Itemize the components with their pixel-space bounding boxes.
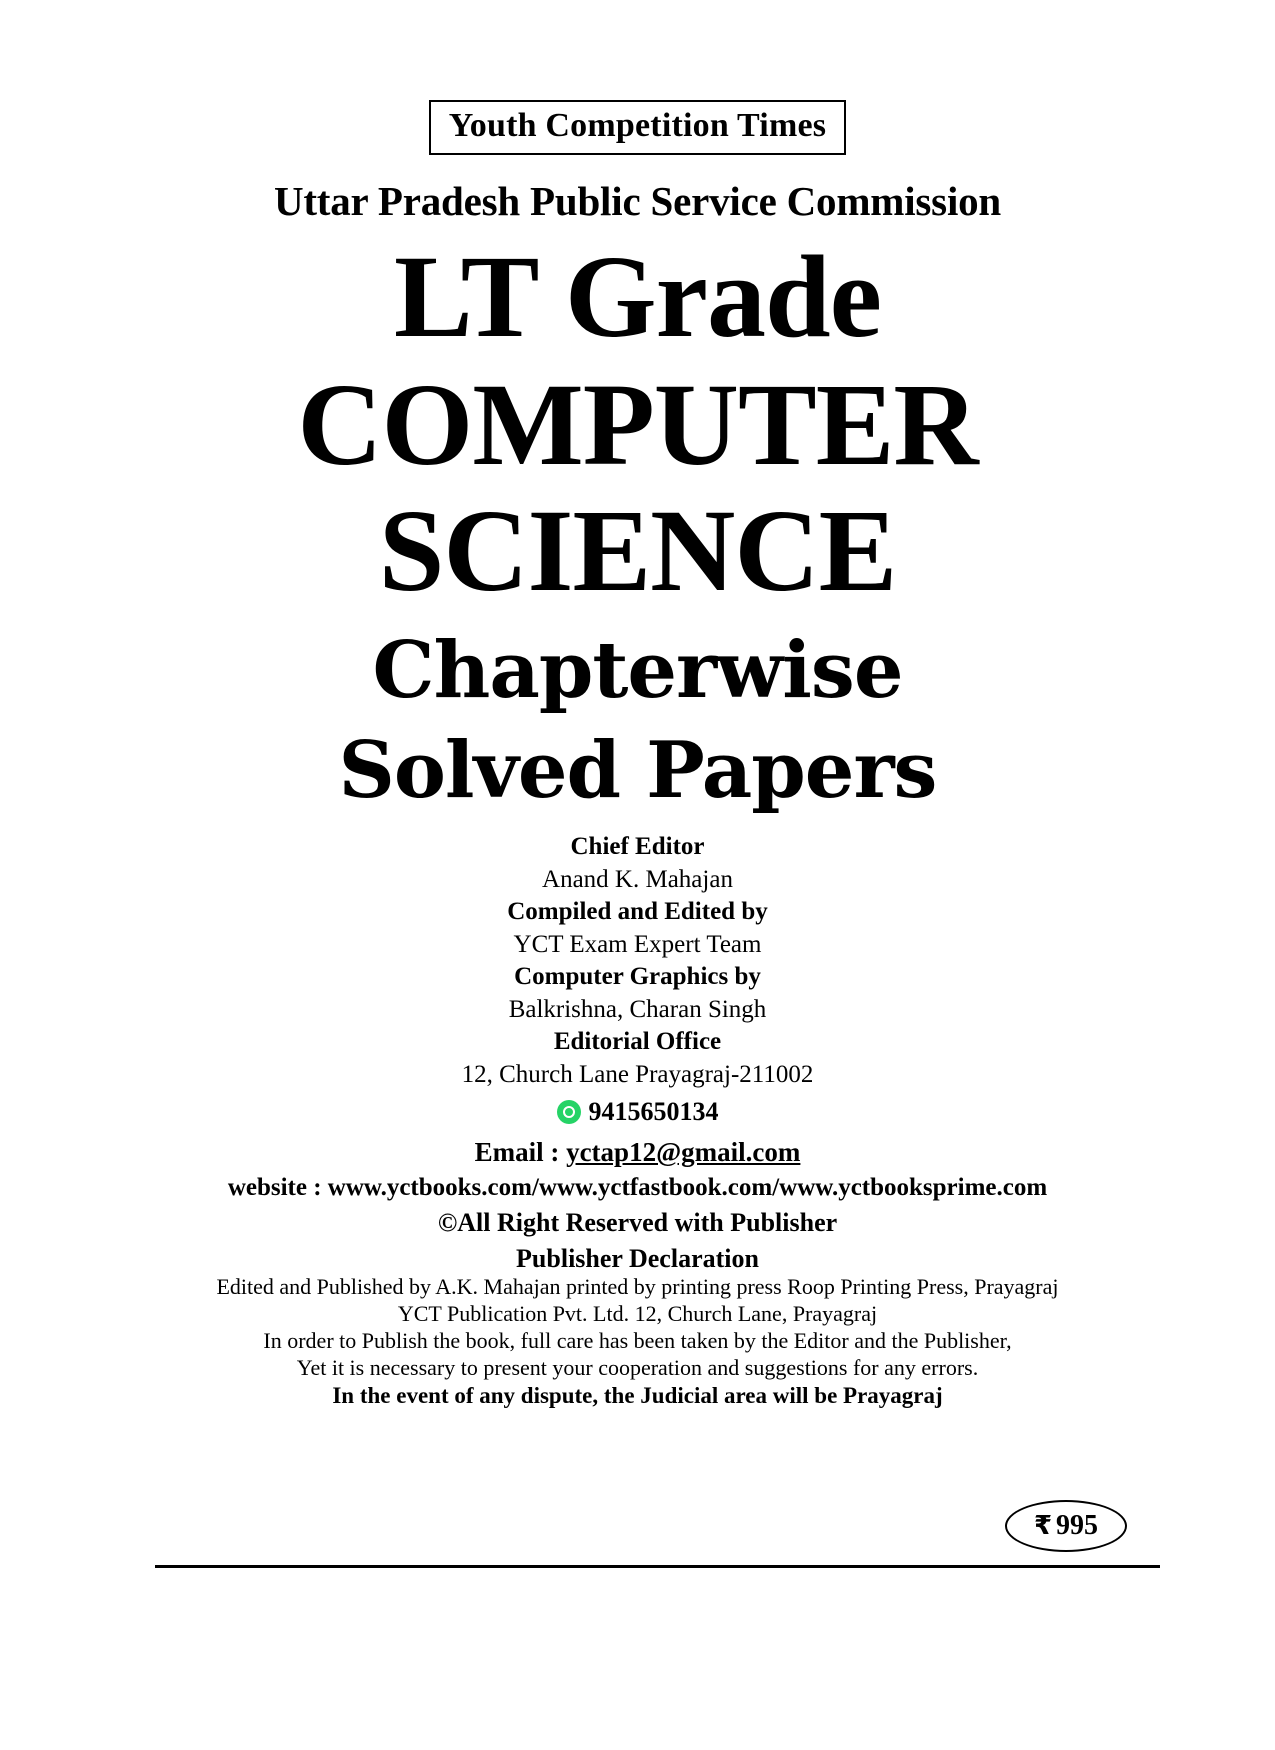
book-subtitle-line-2: Solved Papers — [338, 725, 937, 817]
publisher-banner-wrap — [60, 100, 1215, 155]
copyright-notice: ©All Right Reserved with Publisher — [437, 1208, 838, 1238]
book-title-line-1: LT Grade — [393, 230, 882, 362]
declaration-line: Edited and Published by A.K. Mahajan printed by printing press Roop Printing Press, Prayagraj — [216, 1274, 1059, 1300]
credit-role: Editorial Office — [553, 1028, 722, 1056]
book-subtitle-line-1: Chapterwise — [372, 624, 903, 716]
publisher-declaration-heading: Publisher Declaration — [516, 1244, 759, 1274]
declaration-line: Yet it is necessary to present your cooperation and suggestions for any errors. — [296, 1354, 979, 1380]
book-cover-page — [0, 100, 1275, 1750]
credits-block — [60, 831, 1215, 1409]
phone-number: 9415650134 — [588, 1097, 719, 1127]
whatsapp-icon — [557, 1100, 581, 1124]
publisher-banner: Youth Competition Times — [429, 100, 846, 155]
book-title-line-2: COMPUTER — [297, 359, 978, 491]
declaration-line: YCT Publication Pvt. Ltd. 12, Church Lane, Prayagraj — [397, 1301, 878, 1327]
credit-role: Chief Editor — [570, 833, 705, 861]
credit-name: 12, Church Lane Prayagraj-211002 — [461, 1060, 814, 1088]
credit-role: Compiled and Edited by — [507, 898, 768, 926]
credit-name: YCT Exam Expert Team — [513, 930, 762, 958]
email-label: Email : — [474, 1137, 560, 1168]
price-amount: 995 — [1056, 1510, 1099, 1541]
credit-role: Computer Graphics by — [514, 963, 761, 991]
rupee-icon: ₹ — [1033, 1511, 1053, 1541]
declaration-jurisdiction-line: In the event of any dispute, the Judicial area will be Prayagraj — [332, 1382, 943, 1408]
whatsapp-contact-row — [60, 1097, 1215, 1127]
bottom-divider — [155, 1565, 1160, 1568]
email-address[interactable]: yctap12@gmail.com — [566, 1137, 801, 1168]
credit-name: Anand K. Mahajan — [542, 865, 733, 893]
email-row — [60, 1137, 1215, 1168]
price-badge — [1005, 1500, 1127, 1552]
book-title-line-3: SCIENCE — [378, 484, 897, 616]
website-row[interactable]: website : www.yctbooks.com/www.yctfastbook.com/www.yctbooksprime.com — [227, 1174, 1048, 1202]
credit-name: Balkrishna, Charan Singh — [508, 995, 767, 1023]
declaration-line: In order to Publish the book, full care has been taken by the Editor and the Publisher, — [263, 1327, 1012, 1353]
organization-name: Uttar Pradesh Public Service Commission — [273, 177, 1002, 224]
